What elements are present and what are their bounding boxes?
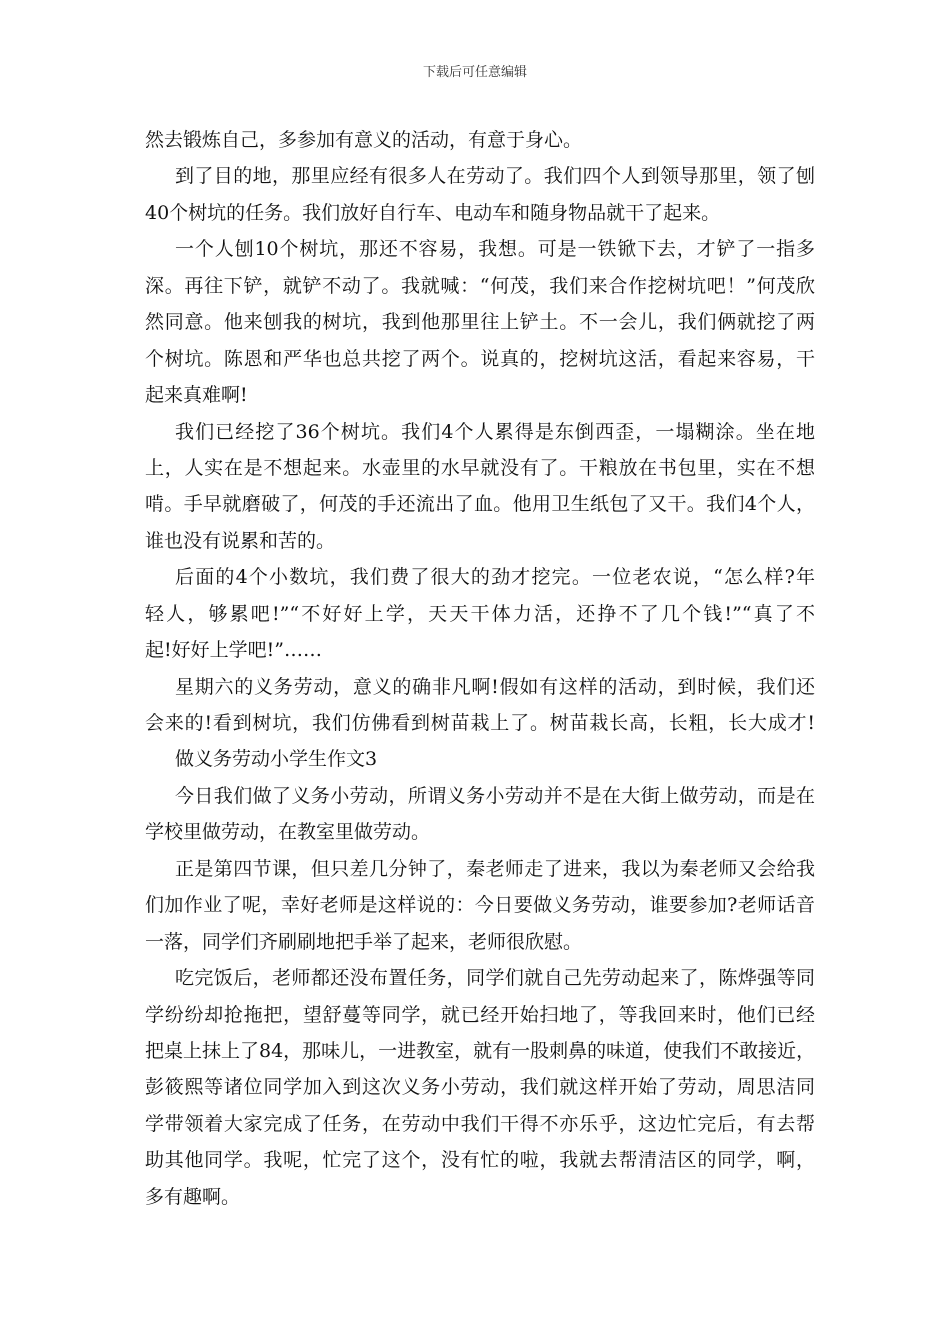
text-line: 啃。手早就磨破了，何茂的手还流出了血。他用卫生纸包了又干。我们4个人，	[145, 493, 815, 516]
text-line: 后面的4个小数坑，我们费了很大的劲才挖完。一位老农说，“怎么样?年	[175, 566, 815, 589]
text-line: 多有趣啊。	[145, 1185, 241, 1208]
text-line: 谁也没有说累和苦的。	[145, 529, 336, 552]
text-line: 起来真难啊!	[145, 384, 248, 407]
page-header: 下载后可任意编辑	[422, 65, 527, 80]
text-line: 星期六的义务劳动，意义的确非凡啊!假如有这样的活动，到时候，我们还	[175, 675, 815, 698]
text-line: 我们已经挖了36个树坑。我们4个人累得是东倒西歪，一塌糊涂。坐在地	[175, 420, 815, 443]
text-line: 轻人，够累吧!”“不好好上学，天天干体力活，还挣不了几个钱!”“真了不	[145, 602, 815, 625]
text-line: 40个树坑的任务。我们放好自行车、电动车和随身物品就干了起来。	[145, 201, 721, 224]
text-line: 然同意。他来刨我的树坑，我到他那里往上铲土。不一会儿，我们俩就挖了两	[145, 311, 815, 334]
text-line: 深。再往下铲，就铲不动了。我就喊：“何茂，我们来合作挖树坑吧！”何茂欣	[145, 274, 815, 297]
section-heading: 做义务劳动小学生作文3	[175, 748, 378, 771]
document-body	[145, 122, 815, 1215]
text-line: 一个人刨10个树坑，那还不容易，我想。可是一铁锨下去，才铲了一指多	[175, 238, 815, 261]
text-line: 上，人实在是不想起来。水壶里的水早就没有了。干粮放在书包里，实在不想	[145, 456, 815, 479]
text-line: 学纷纷却抢拖把，望舒蔓等同学，就已经开始扫地了，等我回来时，他们已经	[145, 1003, 815, 1026]
text-line: 彭筱熙等诸位同学加入到这次义务小劳动，我们就这样开始了劳动，周思洁同	[145, 1076, 815, 1099]
text-line: 学带领着大家完成了任务，在劳动中我们干得不亦乐乎，这边忙完后，有去帮	[145, 1112, 815, 1135]
text-line: 正是第四节课，但只差几分钟了，秦老师走了进来，我以为秦老师又会给我	[175, 857, 815, 880]
text-line: 助其他同学。我呢，忙完了这个，没有忙的啦，我就去帮清洁区的同学，啊，	[145, 1149, 815, 1172]
text-line: 吃完饭后，老师都还没布置任务，同学们就自己先劳动起来了，陈烨强等同	[175, 967, 815, 990]
text-line: 然去锻炼自己，多参加有意义的活动，有意于身心。	[145, 129, 583, 151]
text-line: 今日我们做了义务小劳动，所谓义务小劳动并不是在大街上做劳动，而是在	[175, 784, 815, 807]
text-line: 起!好好上学吧!”……	[145, 639, 322, 662]
text-line: 会来的!看到树坑，我们仿佛看到树苗栽上了。树苗栽长高，长粗，长大成才!	[145, 712, 815, 734]
text-line: 一落，同学们齐刷刷地把手举了起来，老师很欣慰。	[145, 930, 583, 953]
text-line: 把桌上抹上了84，那味儿，一进教室，就有一股刺鼻的味道，使我们不敢接近，	[145, 1039, 816, 1062]
text-line: 们加作业了呢，幸好老师是这样说的：今日要做义务劳动，谁要参加?老师话音	[145, 894, 815, 917]
text-line: 学校里做劳动，在教室里做劳动。	[145, 821, 431, 844]
text-line: 个树坑。陈恩和严华也总共挖了两个。说真的，挖树坑这活，看起来容易，干	[145, 347, 815, 370]
text-line: 到了目的地，那里应经有很多人在劳动了。我们四个人到领导那里，领了刨	[175, 165, 815, 188]
